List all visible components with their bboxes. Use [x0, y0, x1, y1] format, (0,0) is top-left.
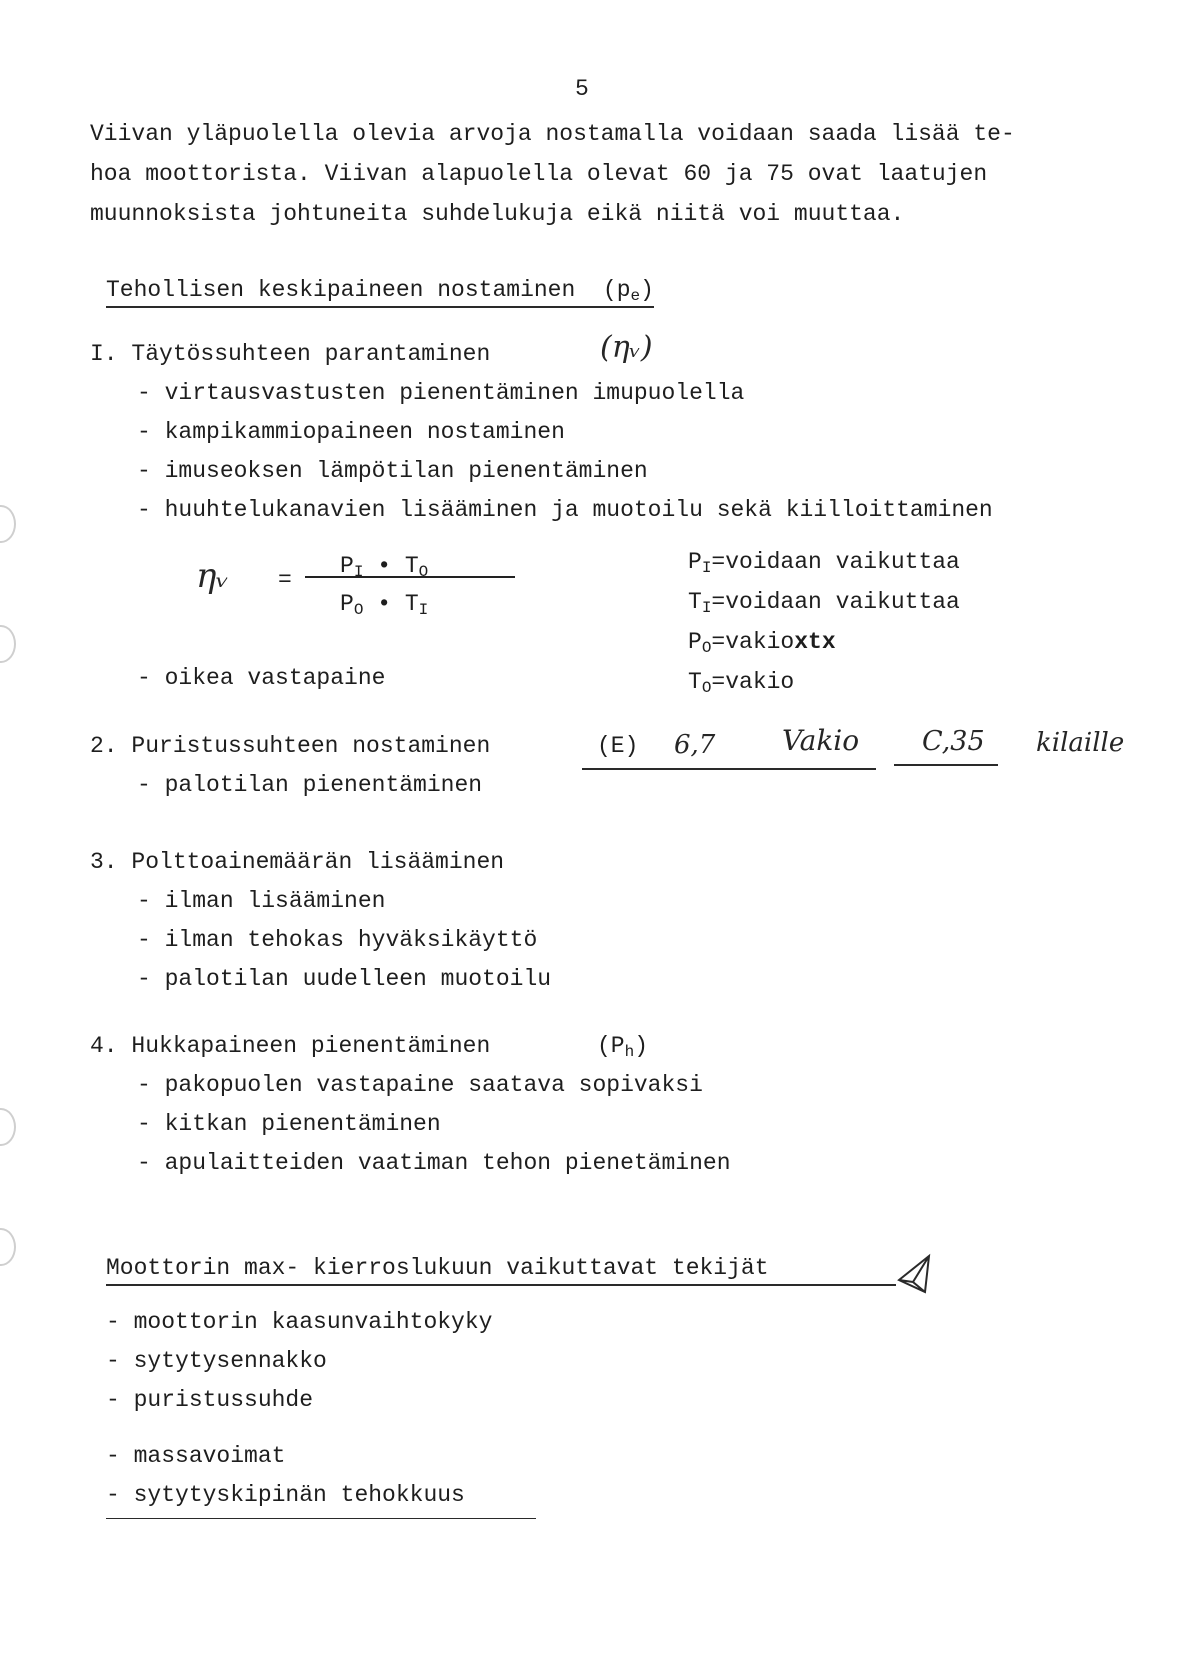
formula-note: $P_O=vakioxtx$ — [688, 629, 836, 657]
list-item: - palotilan uudelleen muotoilu — [137, 966, 552, 992]
handwritten-note: C,35 — [922, 726, 985, 757]
item-title: 2. Puristussuhteen nostaminen — [90, 733, 491, 759]
section-heading: Tehollisen keskipaineen nostaminen $(p_e)$ — [106, 276, 654, 308]
list-item: - ilman tehokas hyväksikäyttö — [137, 927, 538, 953]
formula-lhs: ηᵥ — [196, 556, 230, 596]
item-title: 4. Hukkapaineen pienentäminen — [90, 1033, 491, 1059]
list-item: - moottorin kaasunvaihtokyky — [106, 1309, 493, 1335]
intro-line: hoa moottorista. Viivan alapuolella olevat 60 ja 75 ovat laatujen — [90, 161, 988, 187]
list-item: - sytytyskipinän tehokkuus — [106, 1482, 465, 1508]
list-item: - pakopuolen vastapaine saatava sopivaksi — [137, 1072, 703, 1098]
list-item: - apulaitteiden vaatiman tehon pienetäminen — [137, 1150, 731, 1176]
formula-note: $T_I=voidaan$ vaikuttaa — [688, 589, 960, 617]
formula-equals: = — [278, 567, 292, 593]
list-item: - palotilan pienentäminen — [137, 772, 483, 798]
handwritten-symbol: (ηᵥ) — [600, 330, 653, 365]
list-item: - sytytysennakko — [106, 1348, 327, 1374]
fraction-bar — [305, 576, 515, 578]
underline-rule — [106, 1518, 536, 1519]
list-item: - ilman lisääminen — [137, 888, 386, 914]
item-symbol: (E) — [597, 733, 639, 759]
intro-line: Viivan yläpuolella olevia arvoja nostamalla voidaan saada lisää te- — [90, 121, 1015, 147]
list-item: - kitkan pienentäminen — [137, 1111, 441, 1137]
underline-rule — [894, 764, 998, 766]
intro-line: muunnoksista johtuneita suhdelukuja eikä niitä voi muuttaa. — [90, 201, 905, 227]
handwritten-note: kilaille — [1036, 728, 1125, 758]
list-item: - puristussuhde — [106, 1387, 314, 1413]
list-item: - oikea vastapaine — [137, 665, 386, 691]
item-symbol: $(P_h)$ — [597, 1033, 649, 1061]
list-item: - huuhtelukanavien lisääminen ja muotoilu sekä kiilloittaminen — [137, 497, 993, 523]
underline-rule — [106, 1284, 896, 1286]
list-item: - virtausvastusten pienentäminen imupuolella — [137, 380, 745, 406]
punch-hole — [0, 505, 16, 543]
section-heading: Moottorin max- kierroslukuun vaikuttavat tekijät — [106, 1255, 769, 1281]
list-item: - kampikammiopaineen nostaminen — [137, 419, 565, 445]
item-title: 3. Polttoainemäärän lisääminen — [90, 849, 505, 875]
list-item: - massavoimat — [106, 1443, 286, 1469]
punch-hole — [0, 1108, 16, 1146]
underline-rule — [582, 768, 876, 770]
page-number: 5 — [575, 76, 589, 102]
formula-note: $P_I=voidaan$ vaikuttaa — [688, 549, 960, 577]
item-title: I. Täytössuhteen parantaminen — [90, 341, 491, 367]
punch-hole — [0, 1228, 16, 1266]
formula-denominator: $P_O$ • $T_I$ — [340, 591, 429, 619]
handwritten-note: 6,7 — [674, 730, 716, 760]
handwritten-note: Vakio — [782, 724, 860, 757]
handwritten-mark-icon — [895, 1252, 935, 1296]
punch-hole — [0, 625, 16, 663]
formula-note: $T_O=vakio$ — [688, 669, 795, 697]
formula-numerator: $P_I$ • $T_O$ — [340, 553, 429, 581]
list-item: - imuseoksen lämpötilan pienentäminen — [137, 458, 648, 484]
